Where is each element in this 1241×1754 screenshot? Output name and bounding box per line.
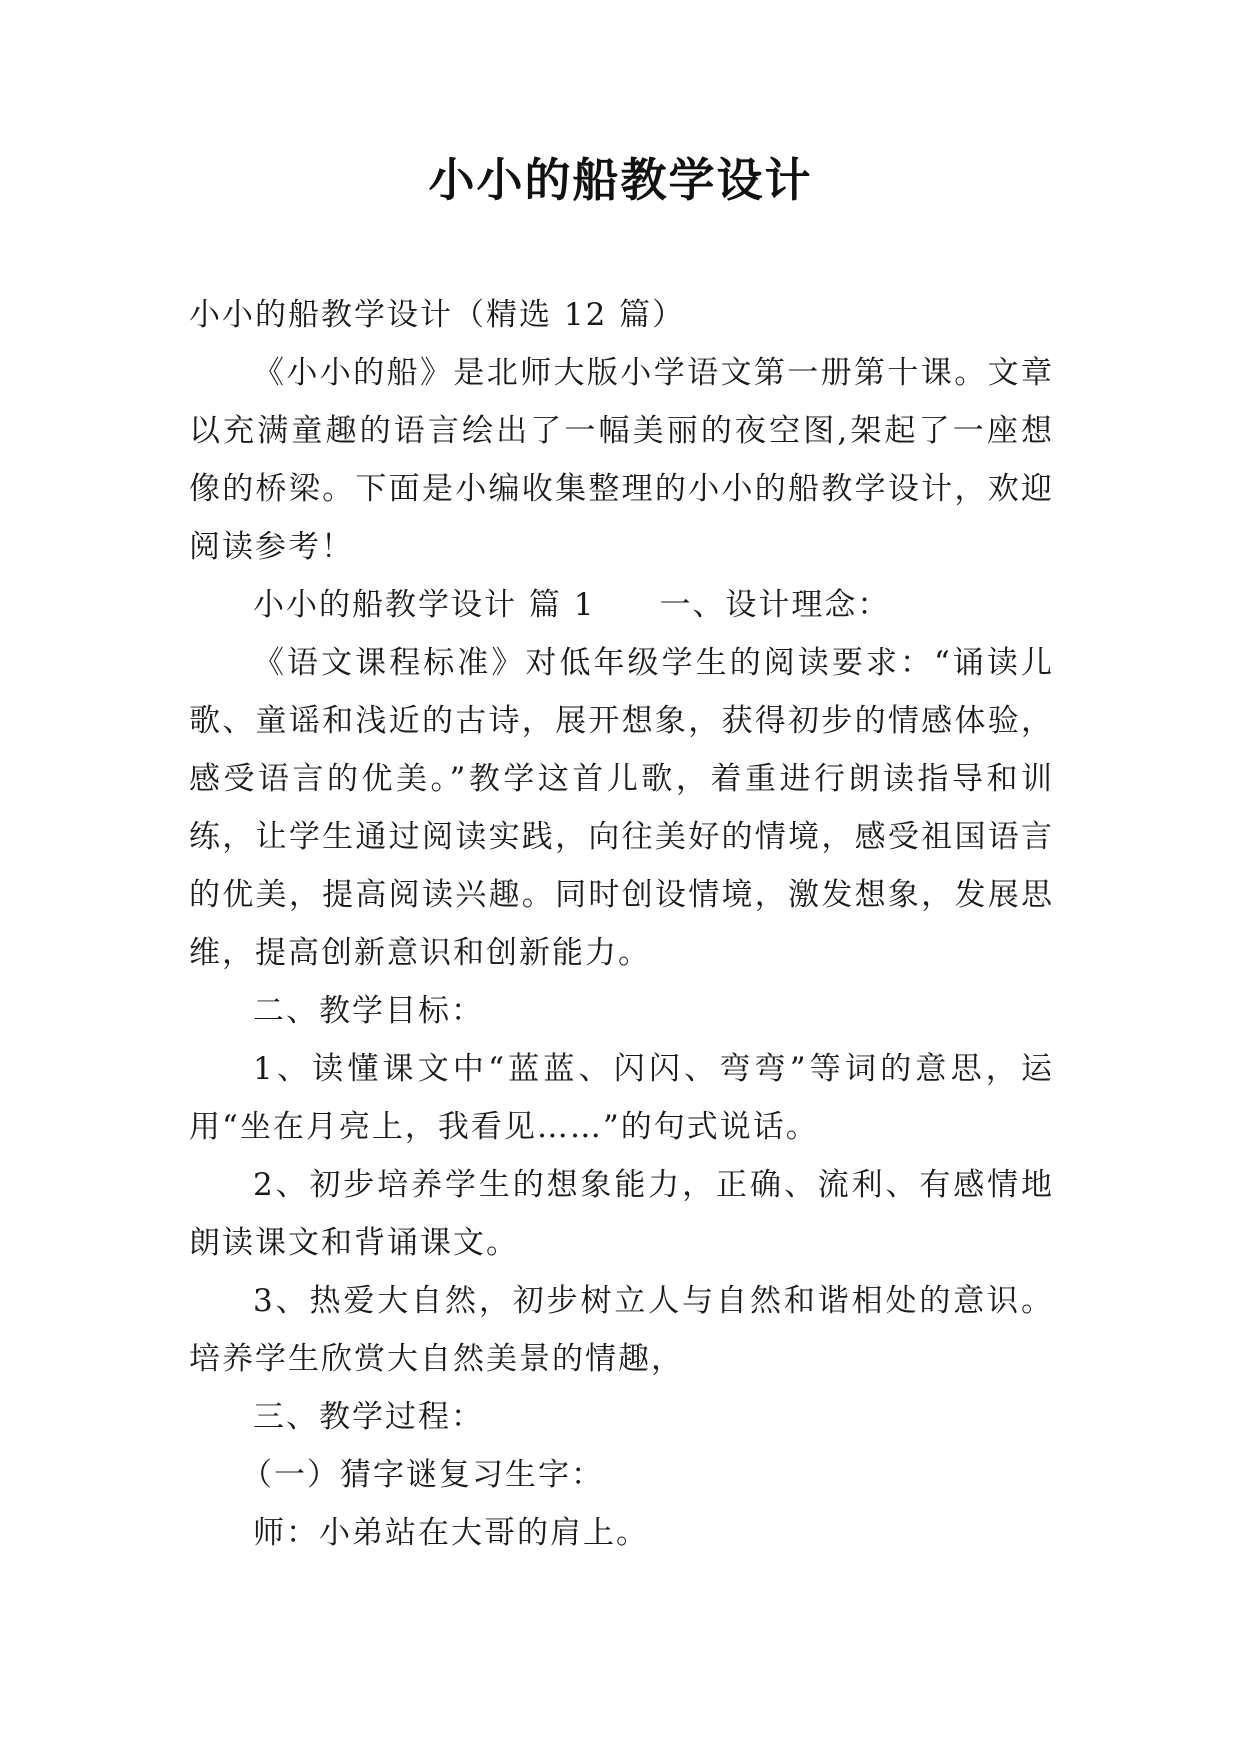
teacher-line: 师：小弟站在大哥的肩上。 (253, 1515, 649, 1551)
step-1-heading: （一）猜字谜复习生字： (241, 1457, 604, 1493)
section-label: 小小的船教学设计 篇 1 (253, 587, 596, 623)
goal-3-paragraph: 3、热爱大自然，初步树立人与自然和谐相处的意识。培养学生欣赏大自然美景的情趣， (189, 1283, 1054, 1377)
goal-2-paragraph: 2、初步培养学生的想象能力，正确、流利、有感情地朗读课文和背诵课文。 (189, 1167, 1054, 1261)
section-heading-line (189, 576, 1054, 634)
teaching-process-heading: 三、教学过程： (253, 1399, 484, 1435)
intro-paragraph: 《小小的船》是北师大版小学语文第一册第十课。文章以充满童趣的语言绘出了一幅美丽的夜空图,架起了一座想像的桥梁。下面是小编收集整理的小小的船教学设计，欢迎阅读参考！ (189, 355, 1054, 565)
teaching-goals-heading: 二、教学目标： (253, 993, 484, 1029)
goal-1-paragraph: 1、读懂课文中“蓝蓝、闪闪、弯弯”等词的意思，运用“坐在月亮上，我看见……”的句式说话。 (189, 1051, 1054, 1145)
design-concept-heading: 一、设计理念： (659, 587, 891, 623)
document-body (189, 286, 1054, 1562)
document-title: 小小的船教学设计 (428, 153, 813, 207)
document-subtitle: 小小的船教学设计（精选 12 篇） (189, 297, 686, 333)
design-concept-paragraph: 《语文课程标准》对低年级学生的阅读要求：“诵读儿歌、童谣和浅近的古诗，展开想象，获得初步的情感体验，感受语言的优美。”教学这首儿歌，着重进行朗读指导和训练，让学生通过阅读实践，向往美好的情境，感受祖国语言的优美，提高阅读兴趣。同时创设情境，激发想象，发展思维，提高创新意识和创新能力。 (189, 645, 1054, 971)
